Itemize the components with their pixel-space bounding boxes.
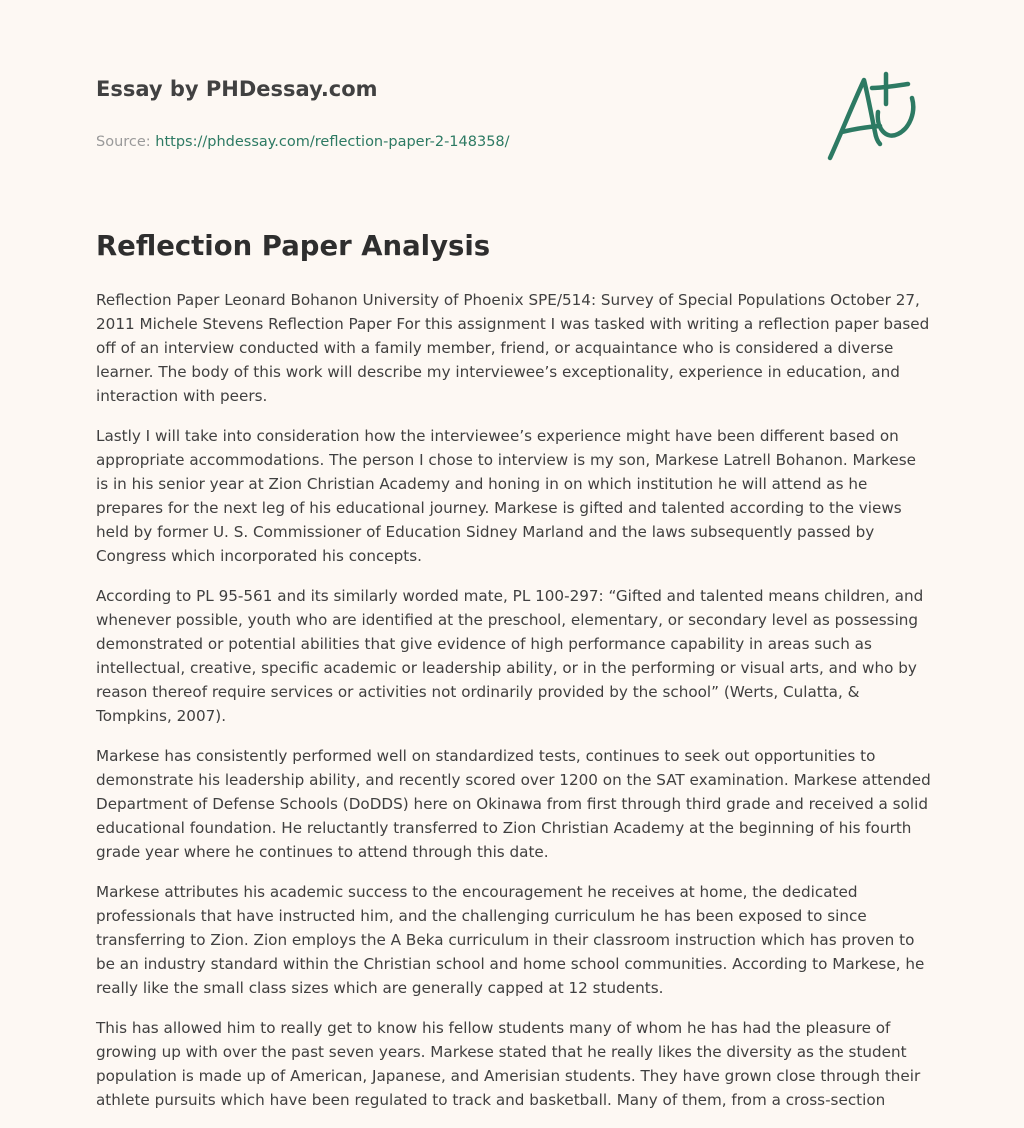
source-line: [96, 132, 816, 152]
essay-content: [96, 226, 932, 1128]
source-label: Source:: [96, 134, 156, 150]
source-link[interactable]: https://phdessay.com/reflection-paper-2-148358/: [155, 134, 510, 150]
essay-title: Reflection Paper Analysis: [96, 230, 491, 262]
brand-title: Essay by PHDessay.com: [96, 77, 378, 101]
essay-paragraph: Markese attributes his academic success to the encouragement he receives at home, the dedicated professionals that have instructed him, and the challenging curriculum he has been exposed to since transferring to Zion. Zion employs the A Beka curriculum in their classroom instruction which has proven to be an industry standard within the Christian school and home school communities. According to Markese, he really like the small class sizes which are generally capped at 12 students.: [96, 883, 925, 997]
essay-paragraph: Lastly I will take into consideration how the interviewee’s experience might have been different based on appropriate accommodations. The person I chose to interview is my son, Markese Latrell Bohanon. Markese is in his senior year at Zion Christian Academy and honing in on which institution he will attend as he prepares for the next leg of his educational journey. Markese is gifted and talented according to the views held by former U. S. Commissioner of Education Sidney Marland and the laws subsequently passed by Congress which incorporated his concepts.: [96, 427, 916, 565]
essay-paragraph: According to PL 95-561 and its similarly worded mate, PL 100-297: “Gifted and talented means children, and whenever possible, youth who are identified at the preschool, elementary, or secondary level as possessing demonstrated or potential abilities that give evidence of high performance capability in areas such as intellectual, creative, specific academic or leadership ability, or in the performing or visual arts, and who by reason thereof require services or activities not ordinarily provided by the school” (Werts, Culatta, & Tompkins, 2007).: [96, 587, 924, 725]
essay-paragraph: This has allowed him to really get to know his fellow students many of whom he has had the pleasure of growing up with over the past seven years. Markese stated that he really likes the diversity as the student population is made up of American, Japanese, and Amerisian students. They have grown close through their athlete pursuits which have been regulated to track and basketball. Many of them, from a cross-section: [96, 1019, 921, 1109]
page-header: [96, 74, 816, 152]
a-plus-logo-icon: [820, 66, 930, 166]
essay-paragraph: Markese has consistently performed well on standardized tests, continues to seek out opportunities to demonstrate his leadership ability, and recently scored over 1200 on the SAT examination. Markese attended Department of Defense Schools (DoDDS) here on Okinawa from first through third grade and received a solid educational foundation. He reluctantly transferred to Zion Christian Academy at the beginning of his fourth grade year where he continues to attend through this date.: [96, 747, 931, 861]
essay-paragraph: Reflection Paper Leonard Bohanon University of Phoenix SPE/514: Survey of Special Populations October 27, 2011 Michele Stevens Reflection Paper For this assignment I was tasked with writing a reflection paper based off of an interview conducted with a family member, friend, or acquaintance who is considered a diverse learner. The body of this work will describe my interviewee’s exceptionality, experience in education, and interaction with peers.: [96, 291, 930, 405]
